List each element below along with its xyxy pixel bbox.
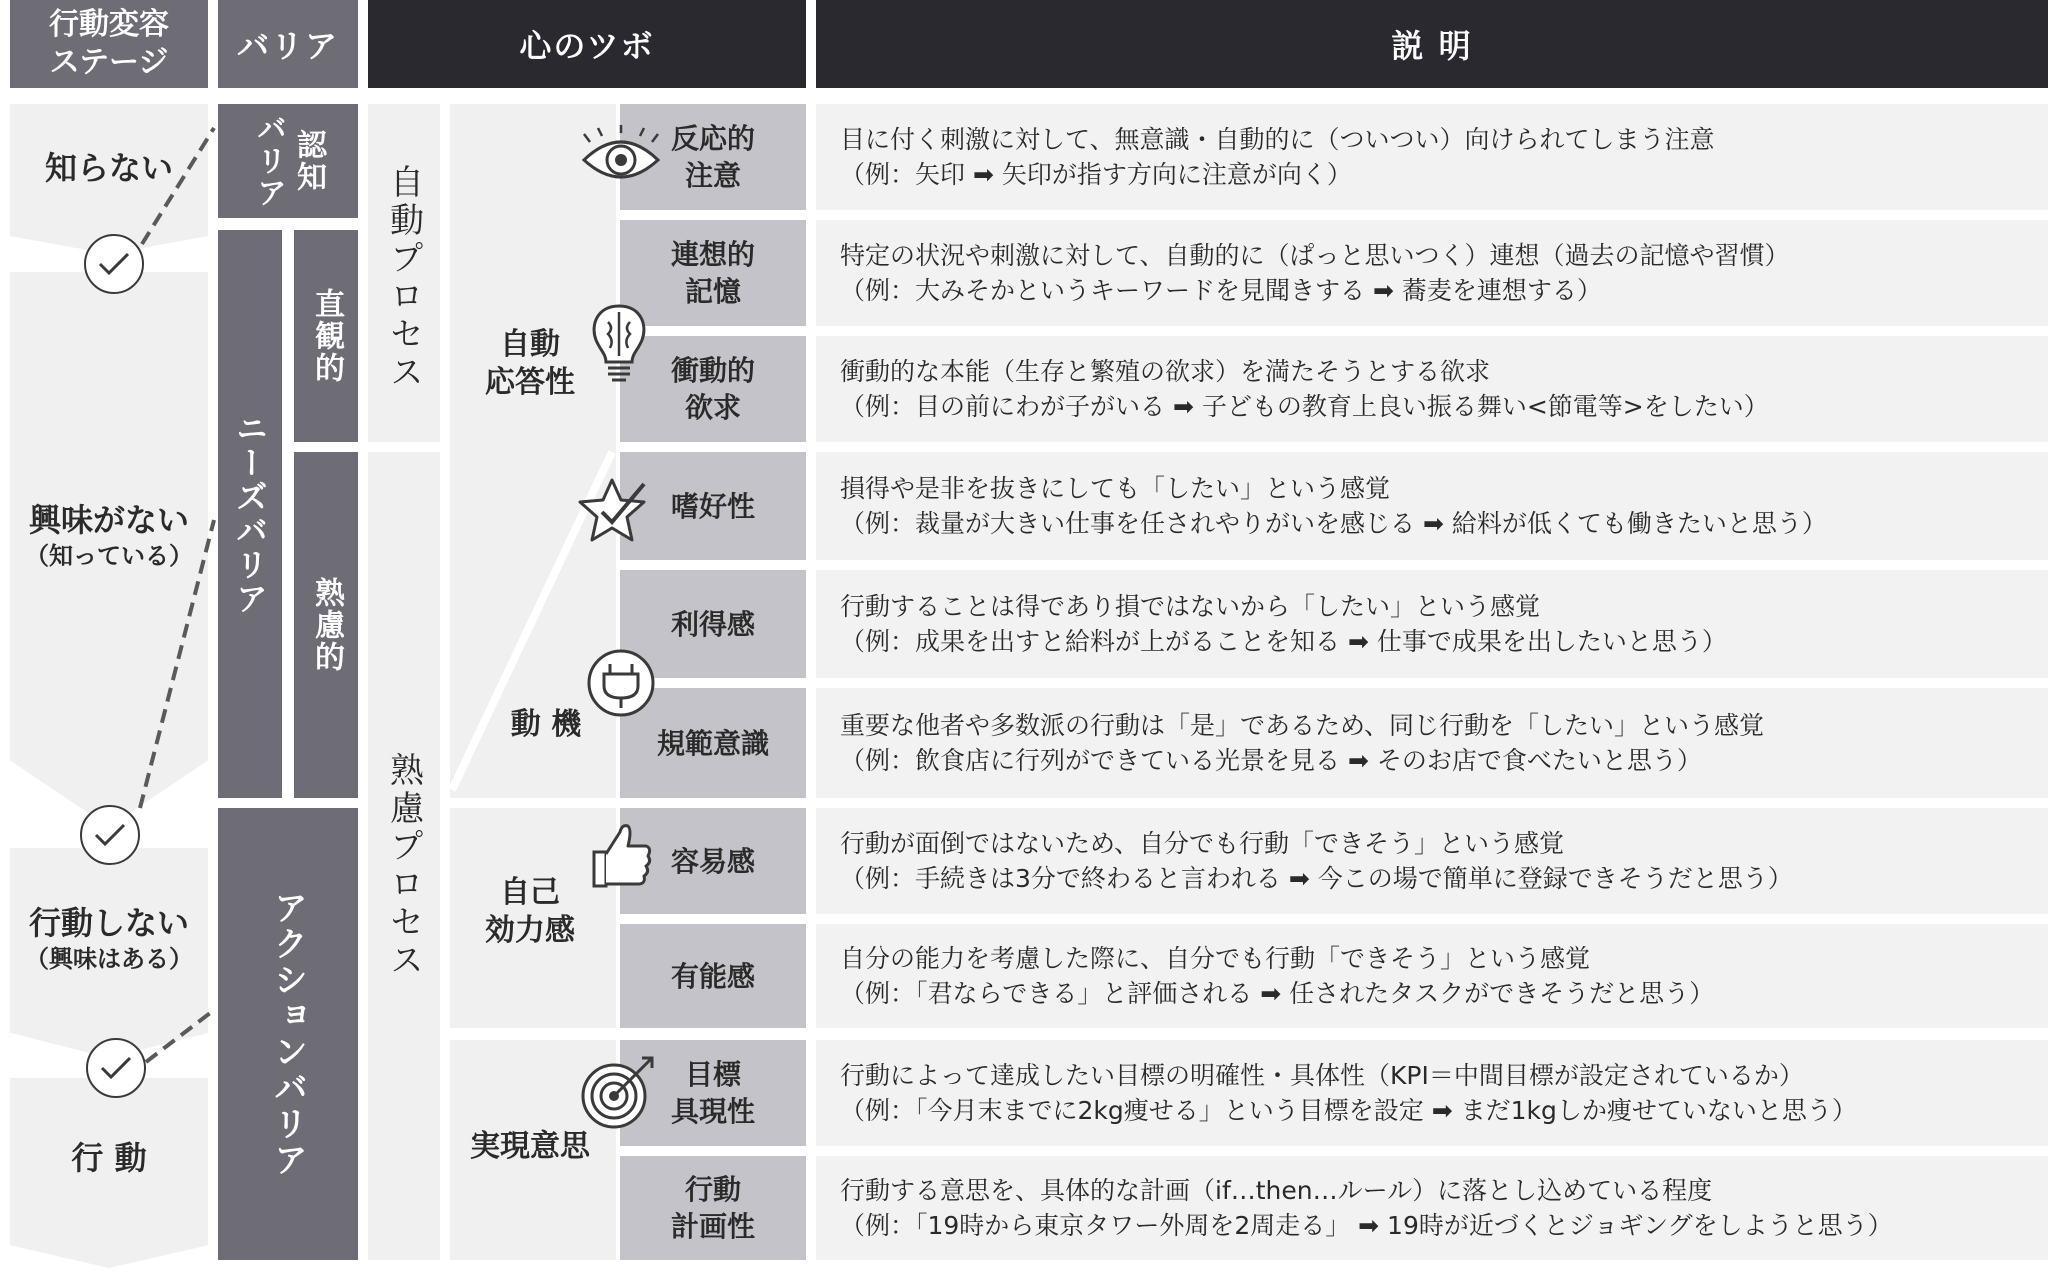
desc-line1: 行動することは得であり損ではないから「したい」という感覚 [840,592,1541,621]
desc-line1: 自分の能力を考慮した際に、自分でも行動「できそう」という感覚 [840,944,1591,973]
process-deliberate-label: 熟慮プロセス [383,752,424,980]
tsubo-name-line: 行動 [684,1173,741,1206]
desc-line1: 重要な他者や多数派の行動は「是」であるため、同じ行動を「したい」という感覚 [840,711,1765,740]
desc-preference [816,452,2048,560]
tsubo-name-line: 連想的 [670,238,755,271]
group-self-efficacy-line1: 自己 [500,875,560,910]
desc-impulsive-desire [816,336,2048,442]
group-auto-response [450,326,610,402]
tsubo-name-line: 規範意識 [656,726,769,760]
desc-line2: （例：矢印 ➡ 矢印が指す方向に注意が向く） [840,160,1352,189]
brain-bulb-icon [588,302,650,386]
target-icon [580,1054,660,1130]
stage-acting-label: 行 動 [71,1139,147,1177]
barrier-needs-label: ニーズバリア [231,412,269,616]
desc-line2: （例：目の前にわが子がいる ➡ 子どもの教育上良い振る舞い<節電等>をしたい） [840,392,1769,421]
barrier-intuitive-label: 直観的 [309,288,344,384]
desc-line2: （例：「19時から東京タワー外周を2周走る」 ➡ 19時が近づくとジョギングをしようと思う） [840,1211,1893,1240]
desc-competence [816,924,2048,1028]
barrier-recognition-col2: 認知 [291,129,326,193]
barrier-recognition-col1: バリア [251,113,286,209]
desc-line1: 行動によって達成したい目標の明確性・具体性（KPI＝中間目標が設定されているか） [840,1061,1804,1090]
stage-not-acting-sub: （興味はある） [25,945,193,973]
stage-not-acting-label: 行動しない [28,904,189,942]
header-description: 説 明 [816,0,2048,88]
header-barrier: バリア [218,0,358,88]
desc-line1: 衝動的な本能（生存と繁殖の欲求）を満たそうとする欲求 [840,357,1491,386]
desc-line2: （例：大みそかというキーワードを見聞きする ➡ 蕎麦を連想する） [840,276,1602,305]
desc-line1: 行動が面倒ではないため、自分でも行動「できそう」という感覚 [840,829,1565,858]
desc-line2: （例：「君ならできる」と評価される ➡ 任されたタスクができそうだと思う） [840,979,1715,1008]
tsubo-name-line: 容易感 [670,844,755,878]
group-auto-response-line2: 応答性 [485,365,575,400]
stage-unaware-label: 知らない [44,149,173,187]
desc-line1: 特定の状況や刺激に対して、自動的に（ぱっと思いつく）連想（過去の記憶や習慣） [840,241,1790,270]
tsubo-name-line: 嗜好性 [670,489,755,523]
tsubo-name-line: 計画性 [670,1210,755,1243]
tsubo-name-line: 衝動的 [670,354,755,387]
desc-line1: 損得や是非を抜きにしても「したい」という感覚 [840,474,1391,503]
barrier-action-label: アクションバリア [267,890,308,1178]
stage-not-interested-sub: （知っている） [25,542,193,570]
group-self-efficacy [450,874,610,950]
stage-not-interested-label: 興味がない [28,501,189,539]
desc-ease [816,808,2048,914]
desc-line2: （例：裁量が大きい仕事を任されやりがいを感じる ➡ 給料が低くても働きたいと思う） [840,509,1827,538]
header-stage-line2: ステージ [49,45,169,80]
tsubo-competence [620,924,806,1028]
process-auto-label: 自動プロセス [383,164,424,392]
group-implementation: 実現意思 [470,1129,590,1164]
group-motive: 動 機 [510,707,582,742]
tsubo-name-line: 有能感 [670,959,755,993]
thumbs-up-icon [590,822,654,890]
eye-icon [580,128,662,188]
tsubo-name-line: 注意 [684,159,741,192]
tsubo-name-line: 記憶 [684,275,741,308]
group-self-efficacy-line2: 効力感 [485,913,575,948]
desc-line1: 行動する意思を、具体的な計画（if…then…ルール）に落とし込めている程度 [840,1176,1713,1205]
tsubo-name-line: 利得感 [670,607,755,641]
header-tsubo: 心のツボ [368,0,806,88]
tsubo-name-line: 欲求 [684,391,741,424]
desc-line1: 目に付く刺激に対して、無意識・自動的に（ついつい）向けられてしまう注意 [840,125,1715,154]
desc-line2: （例：「今月末までに2kg痩せる」という目標を設定 ➡ まだ1kgしか痩せていないと思う） [840,1096,1857,1125]
group-auto-response-line1: 自動 [500,327,560,362]
desc-reactive-attention [816,104,2048,210]
tsubo-name-line: 反応的 [670,122,755,155]
desc-associative-memory [816,220,2048,326]
desc-action-planning [816,1156,2048,1260]
plug-icon [586,648,656,718]
desc-line2: （例：成果を出すと給料が上がることを知る ➡ 仕事で成果を出したいと思う） [840,627,1727,656]
star-check-icon [578,476,650,546]
tsubo-name-line: 具現性 [670,1095,755,1128]
desc-benefit [816,570,2048,678]
tsubo-name-line: 目標 [684,1058,741,1091]
desc-line2: （例：飲食店に行列ができている光景を見る ➡ そのお店で食べたいと思う） [840,746,1702,775]
tsubo-action-planning [620,1156,806,1260]
desc-goal-concreteness [816,1040,2048,1146]
desc-norm [816,688,2048,798]
barrier-deliberate-label: 熟慮的 [309,577,344,673]
header-stage-line1: 行動変容 [49,7,169,42]
desc-line2: （例：手続きは3分で終わると言われる ➡ 今この場で簡単に登録できそうだと思う） [840,864,1793,893]
